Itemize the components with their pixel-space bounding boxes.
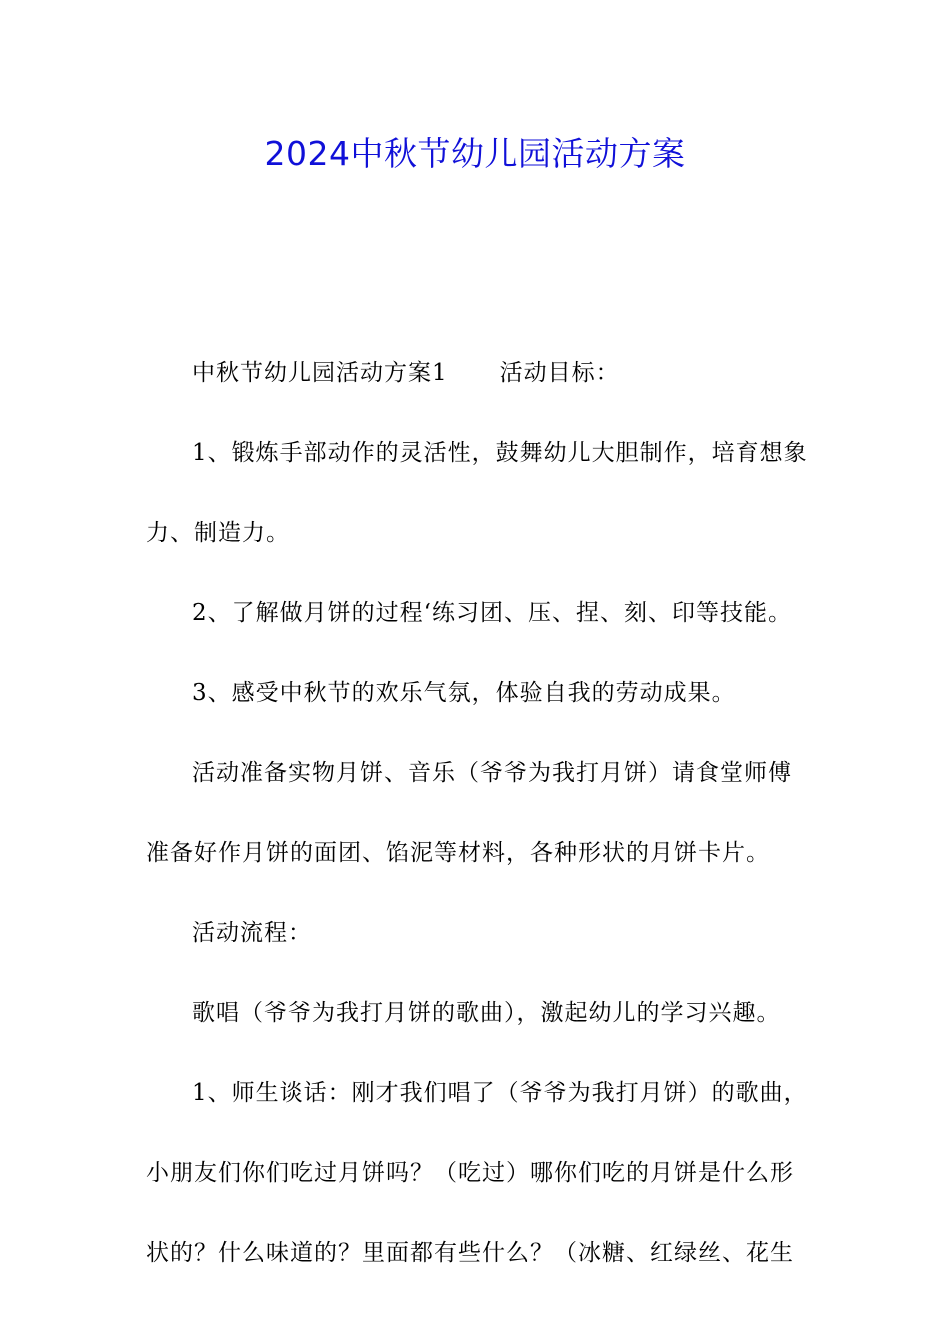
paragraph-goal-1: 1、锻炼手部动作的灵活性，鼓舞幼儿大胆制作，培育想象力、制造力。 [146,440,808,546]
paragraph-preparation: 活动准备实物月饼、音乐（爷爷为我打月饼）请食堂师傅准备好作月饼的面团、馅泥等材料，各种形状的月饼卡片。 [146,760,792,866]
paragraph-process-heading: 活动流程： [192,920,312,946]
paragraph-singing: 歌唱（爷爷为我打月饼的歌曲），激起幼儿的学习兴趣。 [192,1000,781,1026]
document-body [146,333,812,1293]
goals-heading: 活动目标： [499,360,620,386]
paragraph-goal-2: 2、了解做月饼的过程‘练习团、压、捏、刻、印等技能。 [192,600,792,626]
paragraph-talk: 1、师生谈话：刚才我们唱了（爷爷为我打月饼）的歌曲，小朋友们你们吃过月饼吗？（吃过）哪你们吃的月饼是什么形状的？什么味道的？里面都有些什么？（冰糖、红绿丝、花生 [146,1080,808,1266]
document-title: 2024中秋节幼儿园活动方案 [264,134,686,173]
paragraph-intro [146,333,812,413]
paragraph-goal-3: 3、感受中秋节的欢乐气氛，体验自我的劳动成果。 [192,680,736,706]
section-heading: 中秋节幼儿园活动方案1 [192,360,448,386]
